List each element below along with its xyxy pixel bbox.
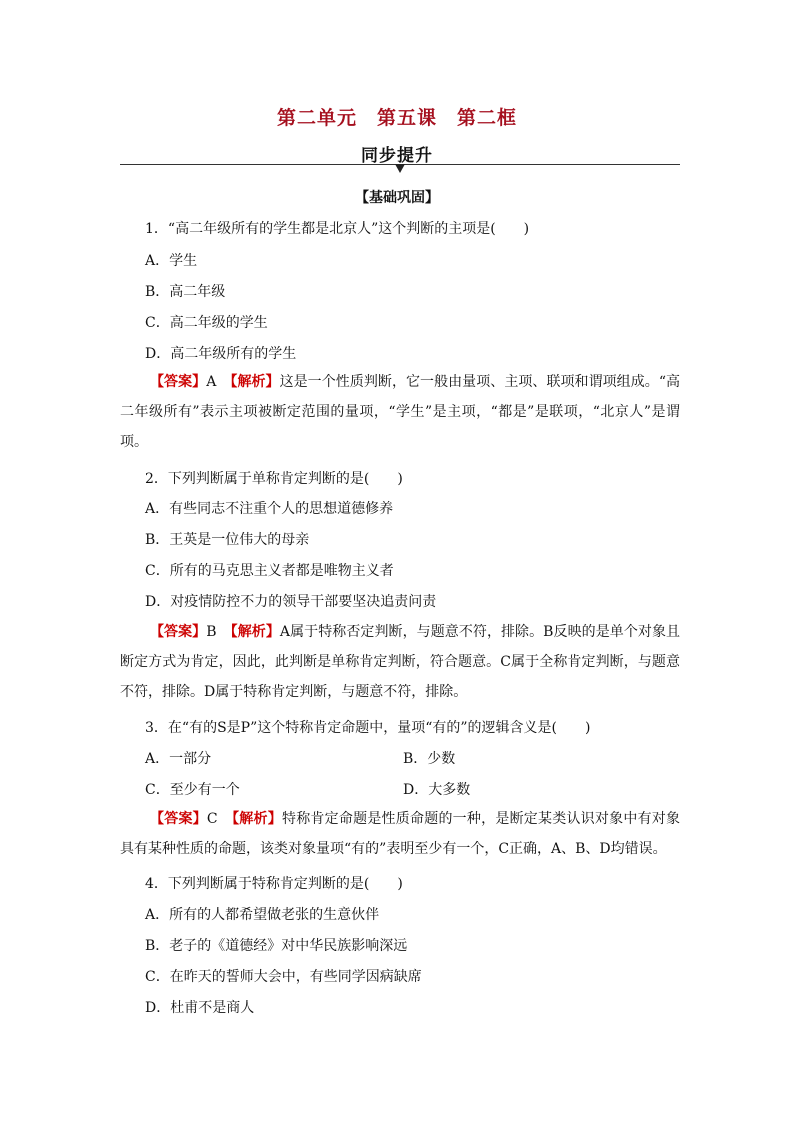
- q2-analysis: A属于特称否定判断，与题意不符，排除。B反映的是单个对象且断定方式为肯定，因此，此判断是单称肯定判断，符合题意。C属于全称肯定判断，与题意不符，排除。D属于特称肯定判断，与题意不符，排除。: [120, 624, 681, 700]
- page-subtitle: 同步提升: [361, 146, 433, 166]
- question-2-stem: 2．下列判断属于单称肯定判断的是( ): [145, 471, 403, 487]
- question-3-stem: 3．在“有的S是P”这个特称肯定命题中，量项“有的”的逻辑含义是( ): [145, 720, 591, 736]
- question-4-stem: 4．下列判断属于特称肯定判断的是( ): [145, 876, 403, 892]
- q4-option-d: D．杜甫不是商人: [145, 1000, 255, 1016]
- q1-answer: A: [206, 374, 217, 390]
- q3-analysis: 特称肯定命题是性质命题的一种，是断定某类认识对象中有对象具有某种性质的命题，该类对象量项“有的”表明至少有一个，C正确，A、B、D均错误。: [120, 811, 681, 857]
- q3-option-d: D．大多数: [403, 782, 471, 798]
- answer-tag: 【答案】: [150, 624, 207, 640]
- q3-option-b: B．少数: [403, 751, 456, 767]
- analysis-tag: 【解析】: [232, 811, 282, 827]
- q1-option-a: A．学生: [145, 253, 198, 269]
- q1-option-b: B．高二年级: [145, 284, 226, 300]
- q3-answer: C: [206, 811, 218, 827]
- q3-option-a: A．一部分: [145, 751, 212, 767]
- q4-option-b: B．老子的《道德经》对中华民族影响深远: [145, 938, 408, 954]
- q3-answer-block: [120, 804, 680, 864]
- q2-option-a: A．有些同志不注重个人的思想道德修养: [145, 501, 394, 517]
- question-1-stem: 1．“高二年级所有的学生都是北京人”这个判断的主项是( ): [145, 221, 530, 237]
- q2-option-c: C．所有的马克思主义者都是唯物主义者: [145, 563, 394, 579]
- q1-option-d: D．高二年级所有的学生: [145, 346, 297, 362]
- q4-option-a: A．所有的人都希望做老张的生意伙伴: [145, 907, 380, 923]
- analysis-tag: 【解析】: [230, 624, 280, 640]
- answer-tag: 【答案】: [150, 811, 207, 827]
- q2-option-d: D．对疫情防控不力的领导干部要坚决追责问责: [145, 594, 437, 610]
- q4-option-c: C．在昨天的誓师大会中，有些同学因病缺席: [145, 969, 422, 985]
- analysis-tag: 【解析】: [230, 374, 280, 390]
- q1-answer-block: [120, 367, 680, 457]
- q2-option-b: B．王英是一位伟大的母亲: [145, 532, 310, 548]
- q1-analysis: 这是一个性质判断，它一般由量项、主项、联项和谓项组成。“高二年级所有”表示主项被断定范围的量项，“学生”是主项，“都是”是联项，“北京人”是谓项。: [120, 374, 681, 450]
- answer-tag: 【答案】: [150, 374, 207, 390]
- triangle-down-icon: [395, 164, 405, 173]
- q2-answer: B: [206, 624, 217, 640]
- q3-option-c: C．至少有一个: [145, 782, 240, 798]
- page-title: 第二单元 第五课 第二框: [276, 107, 517, 129]
- q1-option-c: C．高二年级的学生: [145, 315, 268, 331]
- section-heading: 【基础巩固】: [355, 190, 439, 206]
- q2-answer-block: [120, 617, 680, 707]
